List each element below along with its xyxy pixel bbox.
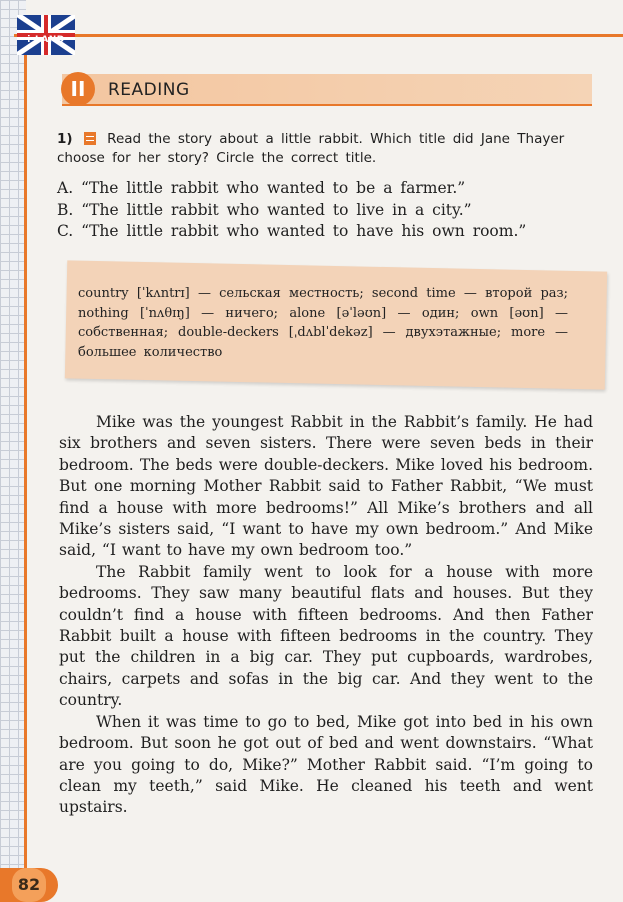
logo-label: i-LAND bbox=[27, 35, 65, 45]
margin-grid bbox=[0, 0, 26, 902]
section-number-badge: II bbox=[61, 72, 95, 106]
story-paragraph: When it was time to go to bed, Mike got into bed in his own bedroom. But soon he got out of bed and went downstairs. “What are you going to do, Mike?” Mother Rabbit said. “I’m going to clean my teeth,” said Mike. He cleaned his teeth and went upstairs. bbox=[59, 712, 593, 817]
top-rule bbox=[14, 34, 623, 37]
page-number-tab bbox=[0, 868, 58, 902]
story-paragraph: Mike was the youngest Rabbit in the Rabbit’s family. He had six brothers and seven sisters. There were seven beds in their bedroom. The beds were double-deckers. Mike loved his bedroom. But one morning Mother Rabbit said to Father Rabbit, “We must find a house with more bedrooms!” All Mike’s brothers and all Mike’s sisters said, “I want to have my own bedroom.” And Mike said, “I want to have my own bedroom too.” bbox=[59, 413, 593, 560]
task-text: Read the story about a little rabbit. Which title did Jane Thayer choose for her story? Circle the correct title. bbox=[57, 131, 565, 166]
task-instruction bbox=[57, 130, 577, 168]
story-paragraph: The Rabbit family went to look for a house with more bedrooms. They saw many beautiful flats and houses. But they couldn’t find a house with fifteen bedrooms. And then Father Rabbit built a house with fifteen bedrooms in the country. They put the children in a big car. They put cupboards, wardrobes, chairs, carpets and sofas in the big car. And they went to the country. bbox=[59, 562, 593, 710]
option-b[interactable]: B. “The little rabbit who wanted to live in a city.” bbox=[57, 200, 472, 219]
task-number: 1) bbox=[57, 131, 73, 147]
title-options bbox=[57, 178, 602, 243]
option-c[interactable]: C. “The little rabbit who wanted to have his own room.” bbox=[57, 222, 527, 240]
reading-book-icon bbox=[84, 132, 96, 145]
option-a[interactable]: A. “The little rabbit who wanted to be a farmer.” bbox=[57, 179, 466, 197]
section-title: READING bbox=[108, 80, 190, 100]
vocabulary-text: country [ˈkʌntrɪ] — сельская местность; second time — второй раз; nothing [ˈnʌθɪŋ] — ничего; alone [əˈləʊn] — один; own [əʊn] — собственная; double-deckers [ˌdʌblˈdekəz] — двухэтажные; more — большее количество bbox=[78, 286, 568, 360]
story-text bbox=[59, 412, 593, 819]
left-rule bbox=[24, 34, 27, 902]
page-number: 82 bbox=[12, 868, 46, 902]
